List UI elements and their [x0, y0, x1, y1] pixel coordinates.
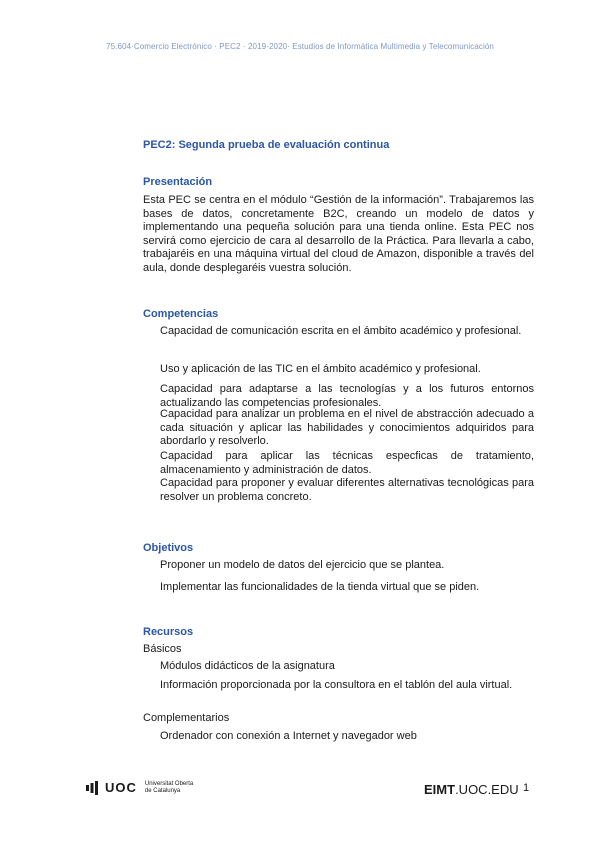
competencia-item: Capacidad para adaptarse a las tecnologías y a los futuros entornos actualizando las competencias profesionales. — [160, 383, 534, 409]
running-header: 75.604·Comercio Electrónico · PEC2 · 2019-2020· Estudios de Informática Multimedia y Telecomunicación — [106, 42, 494, 51]
recurso-item: Ordenador con conexión a Internet y navegador web — [160, 730, 417, 742]
recursos-complementarios-label: Complementarios — [143, 712, 230, 724]
competencia-item: Capacidad para analizar un problema en el nivel de abstracción adecuado a cada situación y aplicar las habilidades y conocimientos adquiridos para abordarlo y resolverlo. — [160, 408, 534, 447]
uoc-name — [145, 781, 193, 795]
heading-competencias: Competencias — [143, 308, 219, 320]
recursos-basicos-label: Básicos — [143, 643, 182, 655]
recurso-item: Módulos didácticos de la asignatura — [160, 660, 335, 672]
competencia-item: Uso y aplicación de las TIC en el ámbito académico y profesional. — [160, 363, 481, 375]
heading-recursos: Recursos — [143, 626, 194, 638]
uoc-logo — [86, 780, 193, 795]
uoc-bars-icon — [86, 781, 100, 795]
eimt-bold: EIMT — [424, 782, 456, 797]
uoc-logo-text: UOC — [105, 780, 137, 795]
document-title: PEC2: Segunda prueba de evaluación continua — [143, 139, 390, 151]
heading-objetivos: Objetivos — [143, 542, 194, 554]
page-number: 1 — [523, 782, 530, 794]
competencia-item: Capacidad de comunicación escrita en el ámbito académico y profesional. — [160, 325, 522, 337]
competencia-item: Capacidad para proponer y evaluar diferentes alternativas tecnológicas para resolver un problema concreto. — [160, 477, 534, 503]
presentacion-text: Esta PEC se centra en el módulo “Gestión de la información”. Trabajaremos las bases de datos, concretamente B2C, creando un modelo de datos y implementando una pequeña solución para una tienda online. Esta PEC nos servirá como ejercicio de cara al desarrollo de la Práctica. Para llevarla a cabo, trabajaréis en una máquina virtual del cloud de Amazon, disponible a través del aula, donde desplegaréis vuestra solución. — [143, 194, 534, 274]
heading-presentacion: Presentación — [143, 176, 213, 188]
recurso-item: Información proporcionada por la consultora en el tablón del aula virtual. — [160, 679, 513, 691]
eimt-logo — [424, 782, 519, 797]
objetivo-item: Proponer un modelo de datos del ejercicio que se plantea. — [160, 559, 445, 571]
competencia-item: Capacidad para aplicar las técnicas especficas de tratamiento, almacenamiento y administración de datos. — [160, 450, 534, 476]
uoc-name-line2: de Catalunya — [144, 787, 181, 794]
uoc-logo-mark — [86, 780, 137, 795]
eimt-domain: .UOC.EDU — [455, 782, 519, 797]
uoc-name-line1: Universitat Oberta — [144, 780, 194, 787]
objetivo-item: Implementar las funcionalidades de la tienda virtual que se piden. — [160, 581, 480, 593]
